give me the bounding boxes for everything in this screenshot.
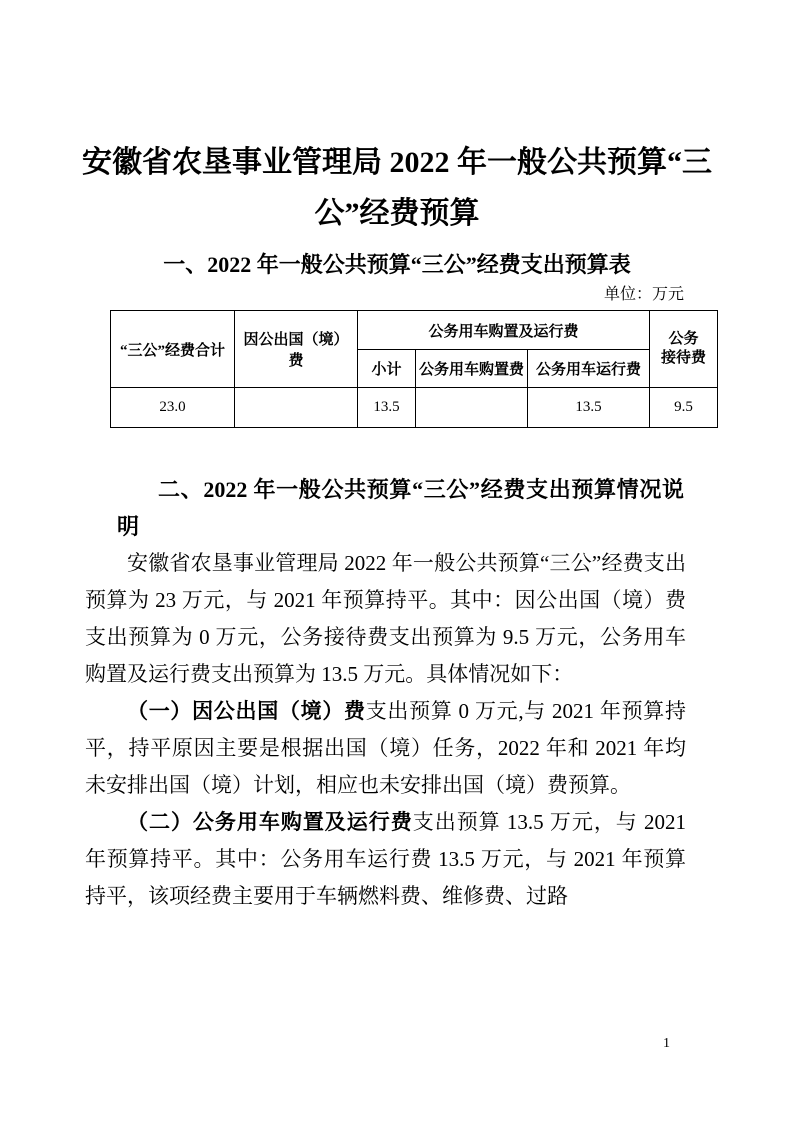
table-data-row [111, 388, 718, 428]
cell-total: 23.0 [111, 388, 235, 428]
section-1-heading: 一、2022 年一般公共预算“三公”经费支出预算表 [163, 252, 631, 277]
cell-reception: 9.5 [650, 388, 718, 428]
col-header-reception-line1: 公务 [668, 331, 699, 347]
section-2-heading: 二、2022 年一般公共预算“三公”经费支出预算情况说明 [117, 477, 684, 539]
paragraph-item-1 [85, 693, 686, 804]
paragraph-item-2-body: 支出预算 13.5 万元，与 2021 年预算持平。其中：公务用车运行费 13.5 万元，与 2021 年预算持平，该项经费主要用于车辆燃料费、维修费、过路 [85, 810, 687, 908]
unit-label: 单位：万元 [603, 286, 684, 303]
col-header-reception-line2: 接待费 [660, 350, 706, 366]
cell-vehicle-purchase [416, 388, 528, 428]
cell-vehicle-operation: 13.5 [528, 388, 650, 428]
document-title: 安徽省农垦事业管理局 2022 年一般公共预算“三公”经费预算 [82, 146, 712, 230]
col-header-vehicle-operation: 公务用车运行费 [528, 350, 650, 388]
paragraph-item-2 [85, 804, 686, 915]
paragraph-item-1-body: 支出预算 0 万元,与 2021 年预算持平，持平原因主要是根据出国（境）任务，2022 年和 2021 年均未安排出国（境）计划，相应也未安排出国（境）费预算。 [85, 699, 687, 797]
col-header-reception [650, 311, 718, 388]
col-header-abroad: 因公出国（境）费 [235, 311, 358, 388]
page-number: 1 [663, 1036, 670, 1051]
paragraph-item-2-lead: （二）公务用车购置及运行费 [127, 810, 413, 834]
col-header-total: “三公”经费合计 [111, 311, 235, 388]
paragraph-intro: 安徽省农垦事业管理局 2022 年一般公共预算“三公”经费支出预算为 23 万元，与 2021 年预算持平。其中：因公出国（境）费支出预算为 0 万元，公务接待费支出预算为 9.5 万元，公务用车购置及运行费支出预算为 13.5 万元。具体情况如下： [85, 551, 686, 686]
col-header-vehicle-subtotal: 小计 [358, 350, 416, 388]
cell-abroad [235, 388, 358, 428]
budget-table [110, 310, 718, 428]
col-header-vehicle-purchase: 公务用车购置费 [416, 350, 528, 388]
table-header-row-1 [111, 311, 718, 350]
col-header-vehicle-group: 公务用车购置及运行费 [358, 311, 650, 350]
paragraph-item-1-lead: （一）因公出国（境）费 [127, 699, 366, 723]
cell-vehicle-subtotal: 13.5 [358, 388, 416, 428]
